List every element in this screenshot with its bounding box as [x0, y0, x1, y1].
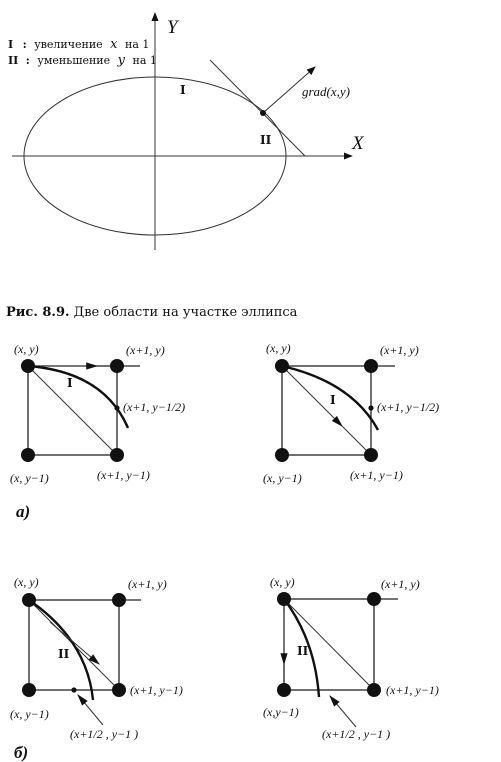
caption-text: Две области на участке эллипса — [69, 305, 298, 320]
pixel-dot-br — [367, 683, 381, 697]
grad-label: grad(x,y) — [302, 84, 351, 99]
region-label: II — [58, 647, 70, 661]
legend-var: y — [117, 53, 125, 68]
pixel-dot-bl — [21, 448, 35, 462]
pixel-dot-tl — [21, 359, 35, 373]
label-mid: (x+1, y−1/2) — [377, 400, 440, 414]
legend-mark: I — [8, 38, 14, 51]
label-tr: (x+1, y) — [128, 577, 167, 591]
caption-number: Рис. 8.9. — [6, 305, 70, 320]
label-bl: (x, y−1) — [263, 471, 302, 485]
pixel-dot-tr — [364, 359, 378, 373]
label-mid: (x+1/2 , y−1 ) — [322, 727, 391, 741]
label-tl: (x, y) — [270, 575, 295, 589]
pixel-dot-br — [112, 683, 126, 697]
label-tl: (x, y) — [266, 341, 291, 355]
region-label: I — [67, 376, 73, 390]
pixel-dot-br — [110, 448, 124, 462]
legend-colon: : — [25, 54, 30, 67]
pixel-dot-tr — [110, 359, 124, 373]
label-br: (x+1, y−1) — [97, 468, 150, 482]
region-2-label: II — [260, 133, 272, 147]
panel-a-left — [10, 342, 185, 485]
midpoint-dot — [368, 405, 373, 410]
label-tr: (x+1, y) — [380, 343, 419, 357]
region-label: I — [330, 393, 336, 407]
panel-a-right — [263, 341, 439, 485]
label-mid: (x+1/2 , y−1 ) — [70, 727, 139, 741]
label-tr: (x+1, y) — [381, 577, 420, 591]
label-tr: (x+1, y) — [126, 343, 165, 357]
pixel-dot-tl — [275, 359, 289, 373]
region-label: II — [297, 644, 309, 658]
tangent-line — [210, 60, 305, 156]
legend-text-suffix: на 1 — [132, 54, 157, 67]
legend-text-suffix: на 1 — [125, 38, 150, 51]
ellipse-arc — [28, 366, 128, 428]
pixel-dot-tl — [277, 592, 291, 606]
figure-caption — [6, 305, 298, 320]
pixel-dot-tl — [22, 593, 36, 607]
region-1-label: I — [180, 83, 186, 97]
legend-item-2 — [8, 53, 157, 68]
label-br: (x+1, y−1) — [386, 683, 439, 697]
legend-text: уменьшение — [37, 54, 111, 67]
row-label-a: а) — [16, 502, 31, 521]
legend-item-1 — [8, 37, 149, 52]
panel-b-right — [263, 575, 439, 741]
pixel-dot-bl — [277, 683, 291, 697]
x-axis-label: X — [352, 133, 364, 154]
legend — [8, 37, 157, 68]
row-label-b: б) — [14, 743, 29, 762]
legend-colon: : — [22, 38, 27, 51]
label-br: (x+1, y−1) — [350, 468, 403, 482]
midpoint-dot — [114, 405, 119, 410]
legend-var: x — [110, 37, 118, 52]
label-bl: (x, y−1) — [10, 471, 49, 485]
label-br: (x+1, y−1) — [130, 683, 183, 697]
ellipse-diagram — [8, 13, 365, 250]
pixel-dot-tr — [367, 592, 381, 606]
tangent-point — [260, 110, 266, 116]
pixel-dot-bl — [22, 683, 36, 697]
panel-b-left — [10, 575, 183, 741]
y-axis-label: Y — [167, 17, 178, 38]
legend-mark: II — [8, 54, 19, 67]
label-tl: (x, y) — [14, 342, 39, 356]
label-tl: (x, y) — [14, 575, 39, 589]
pixel-dot-br — [364, 448, 378, 462]
pixel-dot-tr — [112, 593, 126, 607]
midpoint-pointer-arrow — [330, 696, 356, 727]
midpoint-pointer-arrow — [78, 695, 103, 725]
legend-text: увеличение — [34, 38, 103, 51]
label-mid: (x+1, y−1/2) — [123, 400, 186, 414]
midpoint-dot — [71, 687, 76, 692]
pixel-dot-bl — [275, 448, 289, 462]
label-bl: (x, y−1) — [10, 707, 49, 721]
label-bl: (x,y−1) — [263, 705, 299, 719]
